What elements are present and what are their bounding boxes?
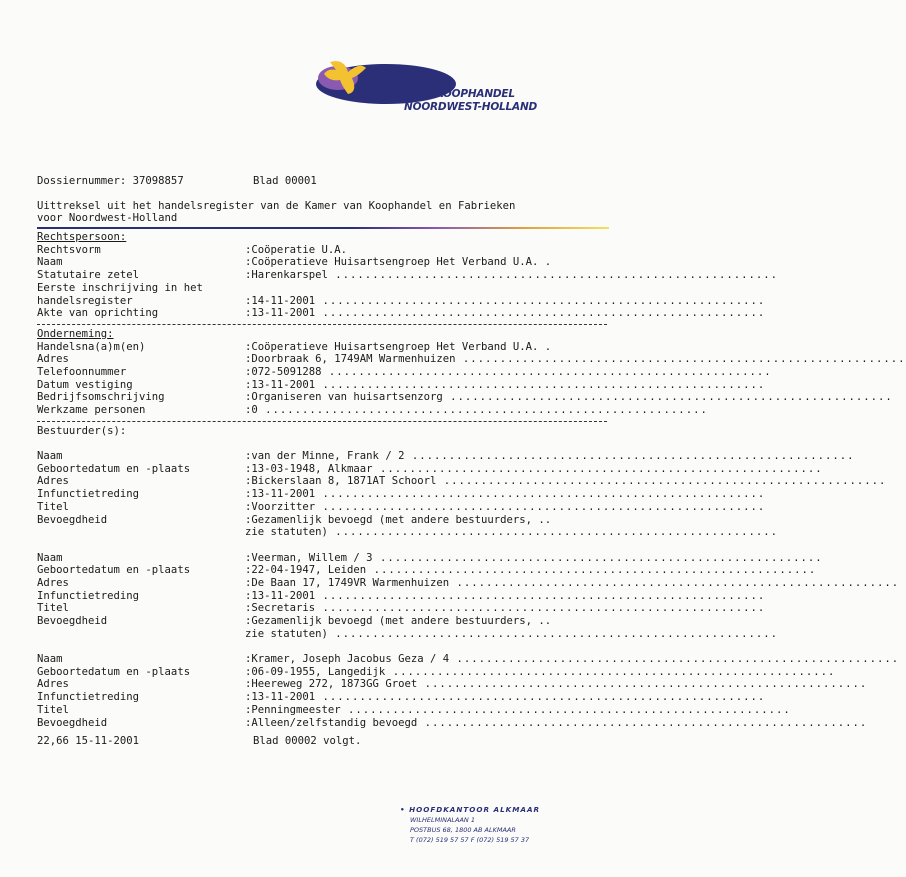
dot-leader: ............................................................: [372, 462, 823, 475]
office-postbus: POSTBUS 68, 1800 AB ALKMAAR: [410, 826, 516, 834]
field-value-text: :Gezamenlijk bevoegd (met andere bestuurders, ..: [245, 615, 552, 627]
section-heading-onderneming: Onderneming:: [37, 327, 114, 340]
field-value: [245, 353, 906, 366]
dot-leader: ............................................................: [315, 602, 766, 615]
field-value-text: zie statuten): [245, 526, 328, 539]
field-row: [37, 475, 887, 488]
field-value-text: :Secretaris: [245, 602, 316, 615]
field-value: [245, 450, 855, 463]
field-value: [245, 365, 772, 379]
field-row: [37, 602, 766, 615]
office-address: [400, 805, 540, 845]
field-row: [37, 589, 766, 603]
field-row: [37, 576, 900, 590]
field-label: Adres: [37, 576, 69, 589]
field-value: [245, 269, 778, 282]
next-page-note: Blad 00002 volgt.: [253, 735, 362, 748]
field-value: [245, 576, 900, 590]
field-value: [245, 602, 766, 615]
field-row: [37, 378, 766, 392]
field-value-text: :Penningmeester: [245, 703, 341, 716]
field-value-text: :Voorzitter: [245, 500, 316, 513]
bestuurder-3: [37, 653, 900, 729]
field-label: Infunctietreding: [37, 691, 140, 704]
field-value: [245, 462, 823, 476]
field-value-text: zie statuten): [245, 627, 328, 640]
intro-line-2: voor Noordwest-Holland: [37, 212, 178, 225]
footer-line: [37, 735, 609, 748]
field-row: [37, 691, 766, 704]
field-label: Adres: [37, 475, 69, 488]
field-row: [37, 526, 778, 539]
field-value: [245, 475, 887, 488]
dot-leader: ............................................................: [385, 665, 836, 678]
extract-document: [37, 175, 906, 748]
field-value-text: :Heereweg 272, 1873GG Groet: [245, 678, 418, 691]
dot-leader: ............................................................: [417, 678, 868, 691]
field-value: [245, 703, 791, 717]
dot-leader: ............................................................: [321, 365, 772, 378]
field-value-text: :13-11-2001: [245, 307, 316, 320]
field-label: Werkzame personen: [37, 404, 146, 416]
field-label: Handelsna(a)m(en): [37, 340, 146, 353]
field-value: [245, 307, 766, 320]
field-value: [245, 244, 609, 257]
field-value-text: :Harenkarspel: [245, 269, 328, 282]
field-row: [37, 244, 609, 257]
field-value-text: :Coöperatieve Huisartsengroep Het Verband U.A. .: [245, 256, 552, 269]
dot-leader: ............................................................: [436, 475, 887, 488]
dot-leader: ............................................................: [315, 488, 766, 501]
field-value: [245, 404, 708, 417]
dot-leader: ............................................................: [327, 526, 778, 539]
field-label: Naam: [37, 551, 63, 564]
field-label: Titel: [37, 703, 69, 716]
field-row: [37, 307, 766, 320]
field-value: [245, 691, 766, 704]
logo-text-line2: NOORDWEST-HOLLAND: [404, 101, 538, 113]
field-row: [37, 353, 906, 366]
field-value-text: :Kramer, Joseph Jacobus Geza / 4: [245, 653, 450, 666]
kvk-logo: [308, 48, 558, 130]
separator: [37, 421, 607, 422]
intro-line-1: Uittreksel uit het handelsregister van de Kamer van Koophandel en Fabrieken: [37, 199, 516, 212]
field-value-text: :13-11-2001: [245, 589, 316, 602]
field-label: Titel: [37, 500, 69, 513]
field-label: Bevoegdheid: [37, 716, 108, 729]
dot-leader: ............................................................: [449, 576, 900, 589]
field-row: [37, 256, 609, 269]
dot-leader: ............................................................: [315, 378, 766, 391]
field-value: [245, 488, 766, 501]
field-row: [37, 294, 766, 308]
dot-leader: ............................................................: [315, 500, 766, 513]
field-value: [245, 256, 609, 269]
field-row: [37, 703, 791, 717]
field-value: [245, 665, 836, 679]
field-row: [37, 365, 772, 379]
dot-leader: ............................................................: [315, 294, 766, 307]
dot-leader: ............................................................: [327, 627, 778, 640]
field-row: [37, 462, 823, 476]
rechtspersoon-section: [37, 243, 778, 320]
dot-leader: ............................................................: [404, 450, 855, 463]
field-label: Naam: [37, 450, 63, 463]
field-value-text: :Gezamenlijk bevoegd (met andere bestuurders, ..: [245, 513, 552, 526]
field-value: [245, 500, 766, 514]
field-row: [37, 391, 893, 404]
field-value: [245, 678, 868, 691]
dot-leader: ............................................................: [315, 589, 766, 602]
bestuurder-2: [37, 551, 900, 641]
field-label: Rechtsvorm: [37, 243, 101, 256]
separator: [37, 324, 607, 325]
dot-leader: ............................................................: [315, 307, 766, 320]
field-label: Datum vestiging: [37, 378, 133, 391]
dot-leader: ............................................................: [340, 703, 791, 716]
field-value-text: :14-11-2001: [245, 294, 316, 307]
color-rule: [37, 227, 609, 229]
field-row: [37, 404, 708, 417]
dossier-number: Dossiernummer: 37098857: [37, 175, 184, 187]
dot-leader: ............................................................: [455, 353, 906, 366]
page-number: Blad 00001: [253, 175, 317, 187]
field-value-text: :Veerman, Willem / 3: [245, 551, 373, 564]
field-label: Infunctietreding: [37, 488, 140, 501]
field-value-text: :13-11-2001: [245, 691, 316, 704]
field-label: Bevoegdheid: [37, 615, 108, 627]
dot-leader: ............................................................: [366, 564, 817, 577]
field-value: [245, 514, 609, 527]
office-street: WILHELMINALAAN 1: [410, 816, 475, 824]
field-row: [37, 564, 817, 577]
field-label: Infunctietreding: [37, 589, 140, 602]
field-value-text: :Doorbraak 6, 1749AM Warmenhuizen: [245, 353, 456, 366]
field-value-text: :Organiseren van huisartsenzorg: [245, 391, 443, 404]
field-label: Telefoonnummer: [37, 365, 127, 378]
field-row: [37, 665, 836, 679]
field-value-text: :Coöperatieve Huisartsengroep Het Verband U.A. .: [245, 340, 552, 353]
field-value-text: :13-11-2001: [245, 488, 316, 501]
logo-text-line1: KAMER VAN KOOPHANDEL: [364, 88, 515, 100]
field-value: [245, 551, 823, 565]
field-value-text: :13-11-2001: [245, 378, 316, 391]
field-value: [245, 526, 778, 539]
field-value: [245, 615, 609, 628]
field-value-text: :van der Minne, Frank / 2: [245, 450, 405, 463]
field-label: handelsregister: [37, 294, 133, 307]
field-label: Geboortedatum en -plaats: [37, 564, 191, 577]
field-row: [37, 551, 823, 565]
field-label: Statutaire zetel: [37, 269, 140, 282]
field-value: [245, 589, 766, 603]
field-label: Adres: [37, 353, 69, 366]
field-value: [245, 378, 766, 392]
field-value: [245, 716, 868, 730]
field-row: [37, 488, 766, 501]
field-value: [245, 341, 609, 354]
office-title-line: • HOOFDKANTOOR ALKMAAR: [400, 805, 541, 814]
field-row: [37, 627, 778, 641]
field-value-text: :0: [245, 404, 258, 416]
office-title: HOOFDKANTOOR ALKMAAR: [409, 805, 541, 814]
field-value-text: :13-03-1948, Alkmaar: [245, 462, 373, 475]
field-row: [37, 615, 609, 628]
onderneming-section: [37, 340, 906, 417]
field-value-text: :Alleen/zelfstandig bevoegd: [245, 716, 418, 729]
dot-leader: ............................................................: [417, 716, 868, 729]
field-label: Geboortedatum en -plaats: [37, 462, 191, 475]
field-row: [37, 269, 778, 282]
field-row: [37, 653, 900, 666]
dot-leader: ............................................................: [315, 691, 766, 704]
dot-leader: ............................................................: [449, 653, 900, 666]
field-row: [37, 282, 609, 295]
field-label: Bevoegdheid: [37, 513, 108, 526]
section-heading-bestuurders: Bestuurder(s):: [37, 424, 127, 437]
field-value-text: :Bickerslaan 8, 1871AT Schoorl: [245, 475, 437, 488]
field-label: Naam: [37, 256, 63, 269]
dot-leader: ............................................................: [327, 269, 778, 282]
office-phone: T (072) 519 57 57 F (072) 519 57 37: [410, 836, 530, 844]
field-row: [37, 716, 868, 730]
field-value-text: :De Baan 17, 1749VR Warmenhuizen: [245, 576, 450, 589]
field-value: [245, 653, 900, 666]
field-row: [37, 450, 855, 463]
field-value: [245, 294, 766, 308]
dot-leader: ............................................................: [442, 391, 893, 404]
field-label: Akte van oprichting: [37, 307, 159, 320]
field-row: [37, 514, 609, 527]
dot-leader: ............................................................: [372, 551, 823, 564]
field-value: [245, 391, 893, 404]
dot-leader: ............................................................: [257, 404, 708, 416]
field-label: Naam: [37, 653, 63, 666]
field-label: Titel: [37, 602, 69, 615]
field-label: Adres: [37, 678, 69, 691]
field-label: Geboortedatum en -plaats: [37, 665, 191, 678]
field-label: Bedrijfsomschrijving: [37, 391, 165, 404]
footer-code: 22,66 15-11-2001: [37, 735, 140, 748]
field-value: [245, 627, 778, 641]
field-value-text: :Coöperatie U.A.: [245, 243, 348, 256]
field-value: [245, 564, 817, 577]
field-row: [37, 500, 766, 514]
section-heading-rechtspersoon: Rechtspersoon:: [37, 231, 127, 244]
dossier-line: [37, 175, 609, 188]
field-value-text: :06-09-1955, Langedijk: [245, 665, 386, 678]
field-row: [37, 678, 868, 691]
field-value-text: :22-04-1947, Leiden: [245, 564, 367, 577]
bestuurder-1: [37, 450, 887, 539]
field-value-text: :072-5091288: [245, 365, 322, 378]
field-label: Eerste inschrijving in het: [37, 281, 203, 294]
field-row: [37, 341, 609, 354]
